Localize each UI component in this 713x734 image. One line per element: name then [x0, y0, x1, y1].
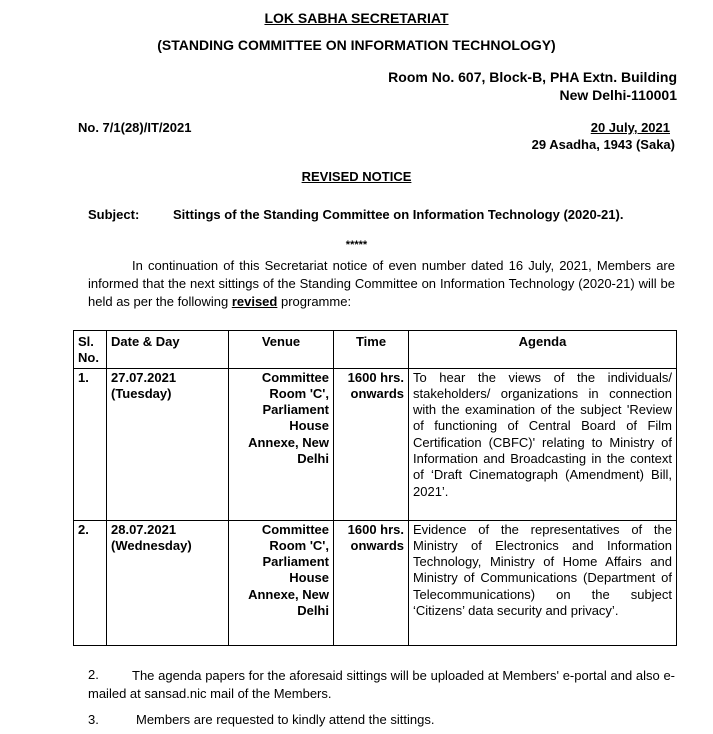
table-row [74, 368, 677, 520]
org-title: LOK SABHA SECRETARIAT [264, 10, 449, 26]
subject-text: Sittings of the Standing Committee on Information Technology (2020-21). [173, 207, 624, 222]
header-date-day: Date & Day [107, 331, 229, 369]
row-time: 1600 hrs. onwards [334, 520, 409, 645]
table-row [74, 520, 677, 645]
intro-emphasis: revised [231, 294, 278, 309]
intro-paragraph [88, 257, 675, 311]
intro-part-2: programme: [277, 294, 352, 309]
address-line-2: New Delhi-110001 [559, 87, 677, 103]
programme-table [73, 330, 677, 646]
row-venue: Committee Room 'C', Parliament House Annexe, New Delhi [229, 368, 334, 520]
subject-label: Subject: [88, 207, 140, 222]
para-3-number: 3. [88, 712, 99, 727]
row-date-day: 27.07.2021 (Tuesday) [107, 368, 229, 520]
header-venue: Venue [229, 331, 334, 369]
row-agenda: Evidence of the representatives of the Ministry of Electronics and Information Technology, Ministry of Home Affairs and Ministry of Communications (Department of Telecommunications) on the subject ‘Citizens’ data security and privacy’. [409, 520, 677, 645]
row-sl: 2. [74, 520, 107, 645]
para-3-text: Members are requested to kindly attend the sittings. [136, 712, 435, 727]
reference-number: No. 7/1(28)/IT/2021 [78, 120, 192, 135]
para-2-text: The agenda papers for the aforesaid sittings will be uploaded at Members' e-portal and also e-mailed at sansad.nic mail of the Members. [88, 668, 675, 701]
row-sl: 1. [74, 368, 107, 520]
notice-date: 20 July, 2021 [590, 120, 670, 135]
committee-title: (STANDING COMMITTEE ON INFORMATION TECHNOLOGY) [157, 37, 556, 53]
row-date-day: 28.07.2021 (Wednesday) [107, 520, 229, 645]
intro-part-1: In continuation of this Secretariat notice of even number dated 16 July, 2021, Members are informed that the next sittings of the Standing Committee on Information Technology (2020-21) will be held as per the following [88, 258, 675, 309]
stars-divider: ***** [345, 239, 368, 251]
header-time: Time [334, 331, 409, 369]
table-header-row [74, 331, 677, 369]
header-sl-no: Sl. No. [74, 331, 107, 369]
notice-title: REVISED NOTICE [301, 169, 412, 184]
row-venue: Committee Room 'C', Parliament House Annexe, New Delhi [229, 520, 334, 645]
para-2-number: 2. [88, 667, 99, 682]
row-agenda: To hear the views of the individuals/ stakeholders/ organizations in connection with the examination of the subject 'Review of functioning of Central Board of Film Certification (CBFC)' relating to Ministry of Information and Broadcasting in the context of ‘Draft Cinematograph (Amendment) Bill, 2021’. [409, 368, 677, 520]
header-agenda: Agenda [409, 331, 677, 369]
saka-date: 29 Asadha, 1943 (Saka) [531, 137, 675, 152]
address-line-1: Room No. 607, Block-B, PHA Extn. Building [388, 69, 677, 85]
row-time: 1600 hrs. onwards [334, 368, 409, 520]
